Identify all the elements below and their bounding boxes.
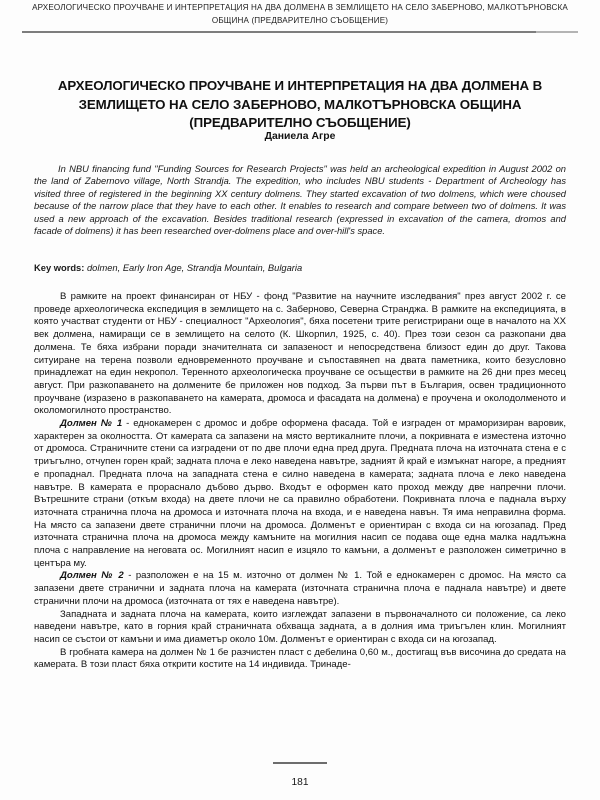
body-paragraph (34, 609, 566, 647)
body-paragraph (34, 418, 566, 570)
body-paragraph-text: - еднокамерен с дромос и добре оформена фасада. Той е изграден от мраморизиран варовик, характерен за околността. От камерата са запазени на място вертикалните плочи, а покривната е изместена източно от дромоса. Страничните стени са изградени от по две плочи една пред друга. Предната плоча на източната стена е с триъгълно, отчупен горен край; задната плоча е леко наведена навътре, задният й край е измъкнат нагоре, а предният е пропаднал. Предната плоча на западната стена е силно наведена в камерата; задната плоча е леко наведена навътре. В камерата е прораснало дъбово дърво. Входът е оформен като проход между две напречни плочи. Вътрешните страни (откъм входа) на двете плочи не са правилно обработени. Покривната плоча е паднала върху източната странична плоча на дромоса и източната плоча на входа, и е наведена навън. Тя има неправилна форма. На място са запазени двете странични плочи на дромоса. Долменът е ориентиран с входа си на югозапад. Пред източната странична плоча на дромоса между камъните на могилния насип се подава още една малка надлъжна плоча с направление на неговата ос. Могилният насип е изцяло то камъни, а долменът е разположен симетрично в центъра му. (34, 418, 566, 569)
body-paragraph-text: Западната и задната плоча на камерата, които изглеждат запазени в първоначалното си положение, са леко наведени навътре, като в горния край страничната обхваща задната, а в долния има триъгълен клин. Могилният насип се състои от камъни и има диаметър около 10м. Долменът е ориентиран с входа си на югозапад. (34, 608, 566, 645)
footer-rule (273, 762, 327, 764)
body-text-column (34, 291, 566, 672)
abstract-text: In NBU financing fund "Funding Sources for Research Projects" was held an archeological expedition in August 2002 on the land of Zabernovo village, North Strandja. The expedition, who includes NBU students - Department of Archeology has visited three of registered in the beginning XX century dolmens. They started excavation of two dolmens, which were choused because of the narrow place that they have to each other. It enables to research and compare between two of dolmens. It was used a new approach of the excavation. Besides traditional research (expressed in excavation of the camera, dromos and facade of dolmens) it has been researched over-dolmens place and over-hill's space. (34, 164, 566, 237)
running-head: АРХЕОЛОГИЧЕСКО ПРОУЧВАНЕ И ИНТЕРПРЕТАЦИЯ НА ДВА ДОЛМЕНА В ЗЕМЛИЩЕТО НА СЕЛО ЗАБЕРНОВО, МАЛКОТЪРНОВСКА ОБЩИНА (ПРЕДВАРИТЕЛНО СЪОБЩЕНИЕ) (32, 3, 568, 25)
keywords-line (34, 262, 566, 274)
page-title: АРХЕОЛОГИЧЕСКО ПРОУЧВАНЕ И ИНТЕРПРЕТАЦИЯ НА ДВА ДОЛМЕНА В ЗЕМЛИЩЕТО НА СЕЛО ЗАБЕРНОВО, МАЛКОТЪРНОВСКА ОБЩИНА (ПРЕДВАРИТЕЛНО СЪОБЩЕНИЕ) (57, 77, 543, 131)
running-head-rule (22, 31, 578, 33)
keywords-label: Key words: (34, 263, 85, 273)
body-paragraph (34, 647, 566, 672)
dolmen-heading-run: Долмен № 2 (60, 570, 124, 582)
page-number: 181 (291, 777, 309, 788)
body-paragraph-text: - разположен е на 15 м. източно от долмен № 1. Той е еднокамерен с дромос. На място са запазени двете странични и задната плоча на камерата (източната странична плоча е паднала навътре) и двете странични плочи на дромоса (източната от тях е наведена навътре). (34, 570, 567, 607)
body-paragraph-text: В рамките на проект финансиран от НБУ - фонд "Развитие на научните изследвания" през август 2002 г. се проведе археологическа експедиция в землището на с. Заберново, Северна Странджа. В рамките на експедицията, в която участват студенти от НБУ - специалност "Археология", бяха посетени трите регистрирани още в началото на XX век долмена, намиращи се в землището на селото (К. Шкорпил, 1925, с. 40). През този сезон са разкопани два долмена. Те бяха избрани поради значителната си запазеност и непосредствена близост един до друг. Такова ситуиране на терена позволи едновременното проучване и съпоставянеп на двата паметника, които безусловно принадлежат на един некропол. Теренното археологическа проучване се осъществи в рамките на 26 дни през месец август. При разкопаването на долмените бе приложен нов подход. За първи път в България, освен традиционното проучване (изразено в разкопаването на камерата, дромоса и фасадата на долмена) е проучена и околодолменото и околомогилното пространство. (34, 291, 566, 417)
body-paragraph-text: В гробната камера на долмен № 1 бе разчистен пласт с дебелина 0,60 м., достигащ във височина до средата на камерата. В този пласт бяха открити костите на 14 индивида. Тринаде- (34, 646, 566, 671)
body-paragraph (34, 570, 566, 608)
keywords-value: dolmen, Early Iron Age, Strandja Mountain, Bulgaria (86, 263, 303, 273)
dolmen-heading-run: Долмен № 1 (60, 418, 123, 430)
author-name: Даниела Агре (264, 131, 336, 142)
body-paragraph (34, 291, 566, 418)
